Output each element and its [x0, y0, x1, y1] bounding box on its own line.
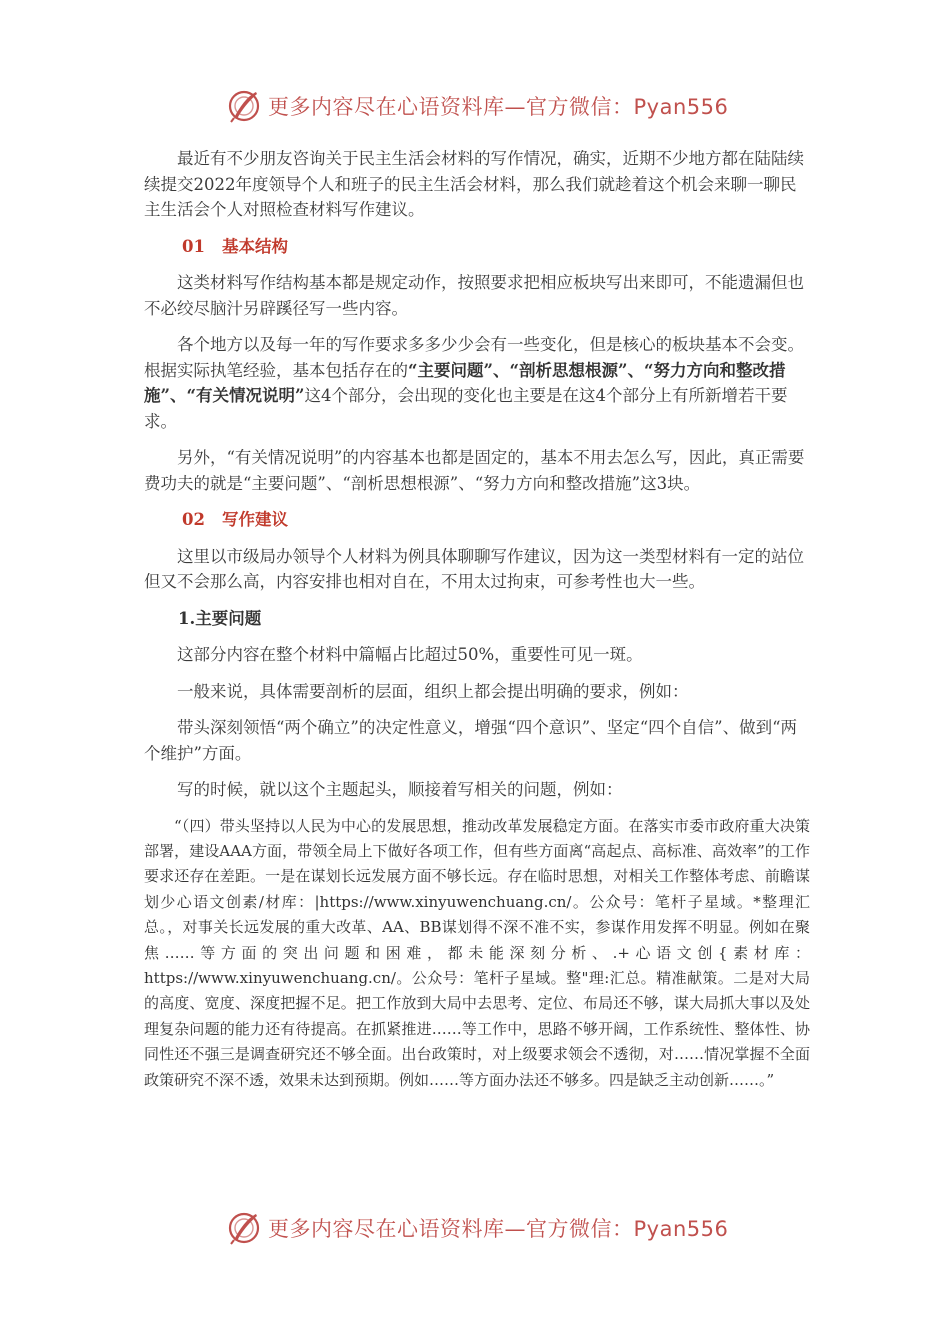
paragraph: [144, 332, 810, 434]
bold-text: “主要问题”、“剖析思想根源”、“努力方向和整改措施”、“有关情况说明”: [144, 360, 786, 405]
document-body: [144, 146, 810, 1093]
subheading: 1.主要问题: [178, 608, 262, 628]
paragraph: 一般来说，具体需要剖析的层面，组织上都会提出明确的要求，例如：: [177, 681, 689, 701]
intro-paragraph: 最近有不少朋友咨询关于民主生活会材料的写作情况，确实，近期不少地方都在陆陆续续提交2022年度领导个人和班子的民主生活会材料，那么我们就趁着这个机会来聊一聊民主生活会个人对照检查材料写作建议。: [144, 149, 804, 219]
header-watermark-text: 更多内容尽在心语资料库—官方微信：Pyan556: [268, 95, 729, 119]
paragraph-text: 这4个部分，会出现的变化也主要是在这4个部分上有所新增若干要求。: [144, 386, 788, 431]
section-title: 写作建议: [222, 510, 288, 529]
section-number: 02: [182, 510, 205, 529]
quill-logo-icon: [226, 1210, 262, 1246]
paragraph: 带头深刻领悟“两个确立”的决定性意义，增强“四个意识”、坚定“四个自信”、做到“两个维护”方面。: [144, 718, 798, 763]
paragraph: 这类材料写作结构基本都是规定动作，按照要求把相应板块写出来即可，不能遗漏但也不必绞尽脑汁另辟蹊径写一些内容。: [144, 273, 804, 318]
paragraph: 写的时候，就以这个主题起头，顺接着写相关的问题，例如：: [177, 780, 623, 799]
footer-watermark-banner: [0, 1208, 950, 1248]
section-heading-2: [144, 507, 810, 533]
header-watermark-banner: [0, 86, 950, 126]
paragraph: 这部分内容在整个材料中篇幅占比超过50%，重要性可见一斑。: [177, 645, 643, 664]
section-number: 01: [182, 236, 205, 256]
example-quote: “（四）带头坚持以人民为中心的发展思想，推动改革发展稳定方面。在落实市委市政府重大决策部署，建设AAA方面，带领全局上下做好各项工作，但有些方面离“高起点、高标准、高效率”的工作要求还存在差距。一是在谋划长远发展方面不够长远。存在临时思想，对相关工作整体考虑、前瞻谋划少心语文创素/材库：|https://www.xinyuwenchuang.cn/。公众号：笔杆子星域。*整理汇总。，对事关长远发展的重大改革、AA、BB谋划得不深不准不实，参谋作用发挥不明显。例如在聚焦……等方面的突出问题和困难，都未能深刻分析、.+心语文创{素材库：https://www.xinyuwenchuang.cn/。公众号：笔杆子星域。整"理:汇总。精准献策。二是对大局的高度、宽度、深度把握不足。把工作放到大局中去思考、定位、布局还不够，谋大局抓大事以及处理复杂问题的能力还有待提高。在抓紧推进……等工作中，思路不够开阔，工作系统性、整体性、协同性还不强三是调查研究还不够全面。出台政策时，对上级要求领会不透彻，对……情况掌握不全面政策研究不深不透，效果未达到预期。例如……等方面办法还不够多。四是缺乏主动创新……。”: [144, 816, 810, 1089]
quill-logo-icon: [226, 88, 262, 124]
paragraph-text: 各个地方以及每一年的写作要求多多少少会有一些变化，但是核心的板块基本不会变。根据实际执笔经验，基本包括存在的: [144, 335, 804, 380]
section-title: 基本结构: [222, 236, 288, 256]
section-heading-1: [144, 234, 810, 260]
paragraph: 另外，“有关情况说明”的内容基本也都是固定的，基本不用去怎么写，因此，真正需要费功夫的就是“主要问题”、“剖析思想根源”、“努力方向和整改措施”这3块。: [144, 448, 805, 493]
footer-watermark-text: 更多内容尽在心语资料库—官方微信：Pyan556: [268, 1217, 729, 1241]
paragraph: 这里以市级局办领导个人材料为例具体聊聊写作建议，因为这一类型材料有一定的站位但又不会那么高，内容安排也相对自在，不用太过拘束，可参考性也大一些。: [144, 546, 804, 591]
